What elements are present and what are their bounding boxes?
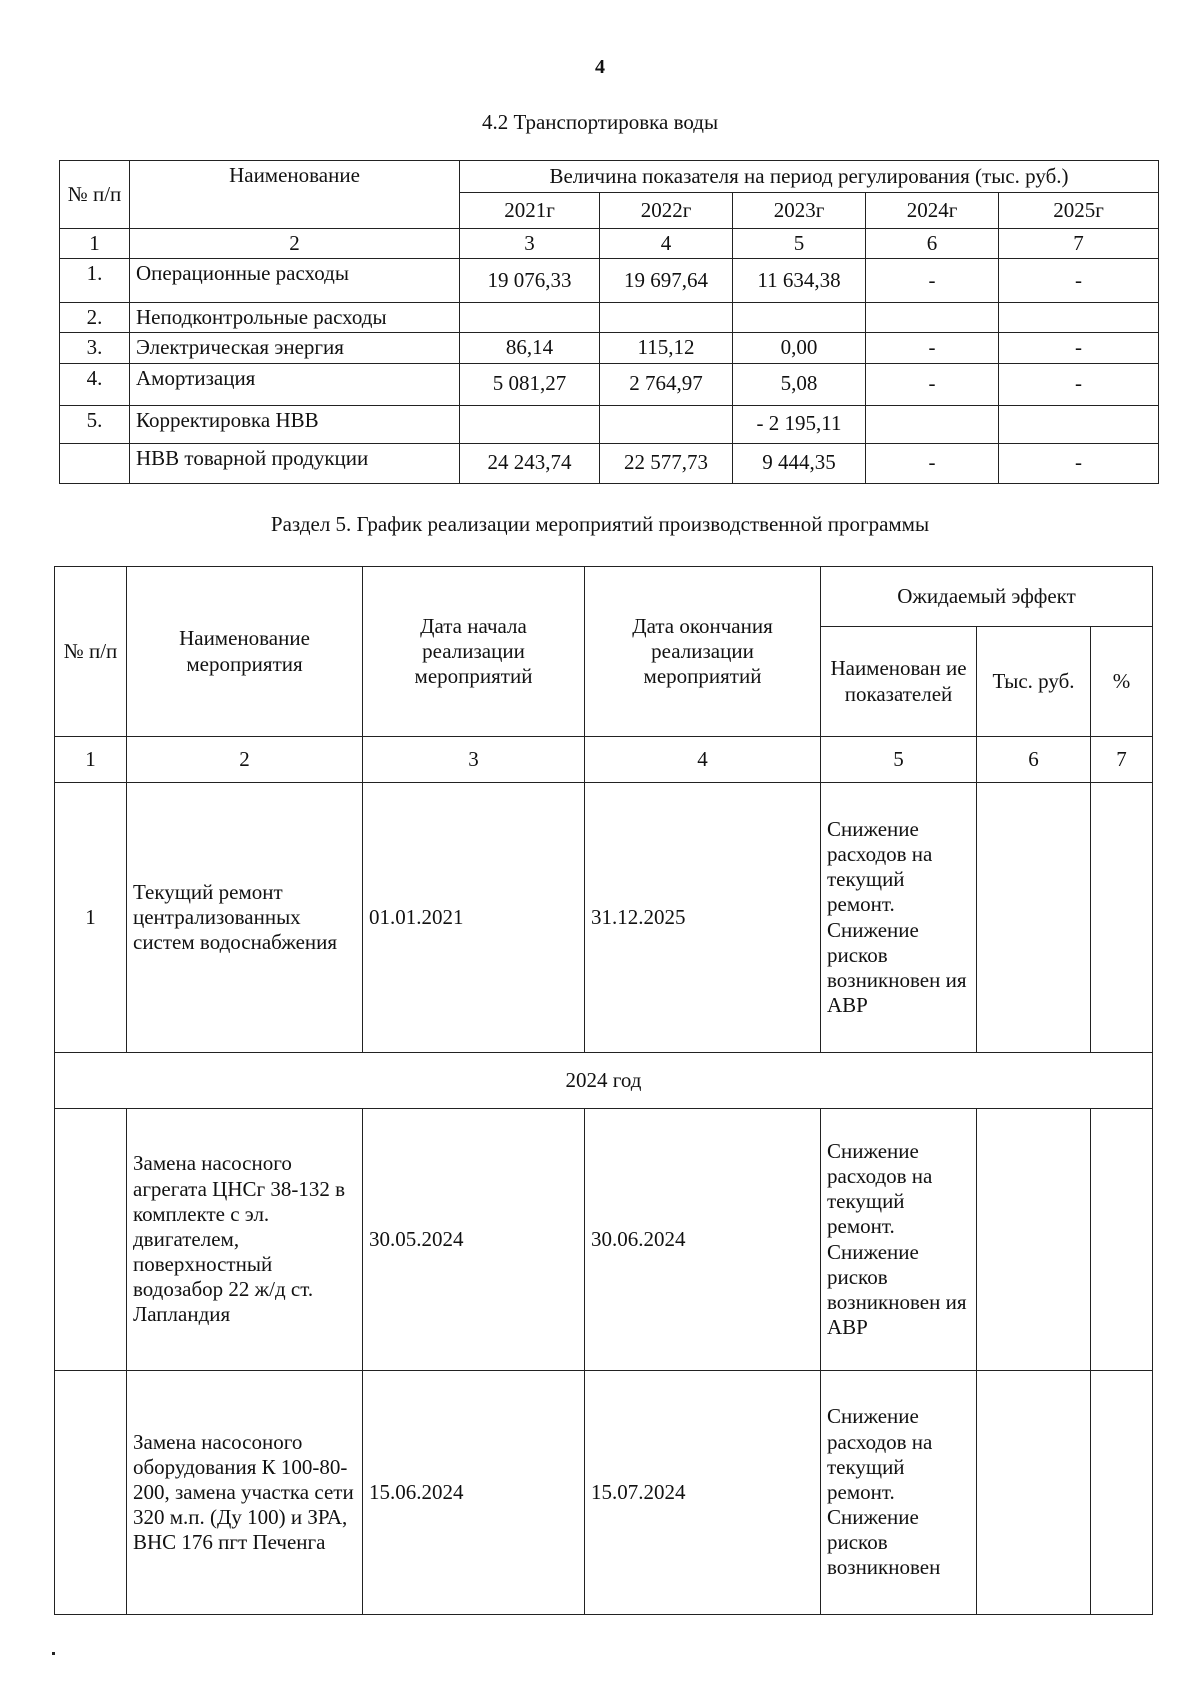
- header-year: 2022г: [600, 193, 733, 229]
- row-num: 4.: [60, 363, 130, 405]
- row-value: 0,00: [733, 333, 866, 363]
- row-value: -: [999, 443, 1159, 483]
- row-thousand-rub: [977, 783, 1091, 1053]
- row-value: -: [866, 333, 999, 363]
- header-name: Наименование мероприятия: [127, 567, 363, 737]
- header-start-date: Дата начала реализации мероприятий: [363, 567, 585, 737]
- section-5-title: Раздел 5. График реализации мероприятий производственной программы: [270, 512, 930, 536]
- table-row: [60, 333, 1159, 363]
- scan-speck: [52, 1652, 55, 1655]
- col-number: 3: [363, 737, 585, 783]
- row-value: 5,08: [733, 363, 866, 405]
- row-percent: [1091, 1371, 1153, 1615]
- row-value: 22 577,73: [600, 443, 733, 483]
- header-percent: %: [1091, 627, 1153, 737]
- row-value: - 2 195,11: [733, 405, 866, 443]
- row-name: Электрическая энергия: [130, 333, 460, 363]
- table-row: [60, 259, 1159, 303]
- row-value: 2 764,97: [600, 363, 733, 405]
- row-value: 9 444,35: [733, 443, 866, 483]
- row-value: [600, 405, 733, 443]
- row-num: 1: [55, 783, 127, 1053]
- table-row: [60, 405, 1159, 443]
- row-value: [866, 405, 999, 443]
- col-number: 6: [866, 229, 999, 259]
- row-end-date: 15.07.2024: [585, 1371, 821, 1615]
- row-effect: Снижение расходов на текущий ремонт. Снижение рисков возникновен: [821, 1371, 977, 1615]
- col-number: 2: [130, 229, 460, 259]
- row-name: Корректировка НВВ: [130, 405, 460, 443]
- row-name: Текущий ремонт централизованных систем водоснабжения: [127, 783, 363, 1053]
- column-number-row: [55, 737, 1153, 783]
- row-value: [999, 405, 1159, 443]
- header-thousand-rub: Тыс. руб.: [977, 627, 1091, 737]
- row-num: [60, 443, 130, 483]
- row-start-date: 30.05.2024: [363, 1109, 585, 1371]
- row-end-date: 30.06.2024: [585, 1109, 821, 1371]
- header-period-group: Величина показателя на период регулирования (тыс. руб.): [460, 161, 1159, 193]
- row-thousand-rub: [977, 1109, 1091, 1371]
- water-transport-table: [59, 160, 1159, 484]
- row-value: 19 697,64: [600, 259, 733, 303]
- row-value: 115,12: [600, 333, 733, 363]
- row-num: [55, 1371, 127, 1615]
- row-num: 1.: [60, 259, 130, 303]
- col-number: 7: [1091, 737, 1153, 783]
- row-name: Замена насосного агрегата ЦНСг 38-132 в комплекте с эл. двигателем, поверхностный водозабор 22 ж/д ст. Лапландия: [127, 1109, 363, 1371]
- table-row: [55, 783, 1153, 1053]
- row-start-date: 15.06.2024: [363, 1371, 585, 1615]
- col-number: 4: [600, 229, 733, 259]
- col-number: 1: [60, 229, 130, 259]
- row-percent: [1091, 783, 1153, 1053]
- row-value: [600, 303, 733, 333]
- header-year: 2021г: [460, 193, 600, 229]
- table-row: [60, 363, 1159, 405]
- header-num: № п/п: [60, 161, 130, 229]
- row-num: [55, 1109, 127, 1371]
- row-num: 2.: [60, 303, 130, 333]
- row-name: НВВ товарной продукции: [130, 443, 460, 483]
- header-year: 2023г: [733, 193, 866, 229]
- header-num: № п/п: [55, 567, 127, 737]
- header-indicator: Наименован ие показателей: [821, 627, 977, 737]
- header-end-date: Дата окончания реализации мероприятий: [585, 567, 821, 737]
- row-start-date: 01.01.2021: [363, 783, 585, 1053]
- col-number: 5: [821, 737, 977, 783]
- col-number: 4: [585, 737, 821, 783]
- year-divider-row: [55, 1053, 1153, 1109]
- col-number: 5: [733, 229, 866, 259]
- program-schedule-table: [54, 566, 1153, 1615]
- col-number: 6: [977, 737, 1091, 783]
- col-number: 7: [999, 229, 1159, 259]
- table-row: [55, 1109, 1153, 1371]
- row-value: -: [866, 443, 999, 483]
- row-end-date: 31.12.2025: [585, 783, 821, 1053]
- table-row: [60, 303, 1159, 333]
- row-value: 24 243,74: [460, 443, 600, 483]
- header-name: Наименование: [130, 161, 460, 229]
- row-value: [460, 303, 600, 333]
- row-value: 86,14: [460, 333, 600, 363]
- page-number: 4: [595, 56, 605, 78]
- header-year: 2024г: [866, 193, 999, 229]
- row-name: Операционные расходы: [130, 259, 460, 303]
- col-number: 3: [460, 229, 600, 259]
- row-value: 5 081,27: [460, 363, 600, 405]
- row-thousand-rub: [977, 1371, 1091, 1615]
- row-effect: Снижение расходов на текущий ремонт. Снижение рисков возникновен ия АВР: [821, 783, 977, 1053]
- row-value: -: [866, 363, 999, 405]
- column-number-row: [60, 229, 1159, 259]
- row-value: [866, 303, 999, 333]
- header-expected-effect: Ожидаемый эффект: [821, 567, 1153, 627]
- row-name: Неподконтрольные расходы: [130, 303, 460, 333]
- section-4-2-title: 4.2 Транспортировка воды: [481, 110, 719, 134]
- row-percent: [1091, 1109, 1153, 1371]
- col-number: 1: [55, 737, 127, 783]
- row-value: [999, 303, 1159, 333]
- year-label: 2024 год: [55, 1053, 1153, 1109]
- header-year: 2025г: [999, 193, 1159, 229]
- row-value: [460, 405, 600, 443]
- row-value: 11 634,38: [733, 259, 866, 303]
- col-number: 2: [127, 737, 363, 783]
- table-row: [55, 1371, 1153, 1615]
- row-num: 5.: [60, 405, 130, 443]
- row-name: Амортизация: [130, 363, 460, 405]
- table-row-total: [60, 443, 1159, 483]
- row-effect: Снижение расходов на текущий ремонт. Снижение рисков возникновен ия АВР: [821, 1109, 977, 1371]
- row-value: [733, 303, 866, 333]
- row-name: Замена насосоного оборудования К 100-80-200, замена участка сети 320 м.п. (Ду 100) и ЗРА, ВНС 176 пгт Печенга: [127, 1371, 363, 1615]
- row-value: -: [999, 333, 1159, 363]
- row-value: -: [999, 259, 1159, 303]
- row-value: -: [999, 363, 1159, 405]
- row-value: -: [866, 259, 999, 303]
- row-num: 3.: [60, 333, 130, 363]
- row-value: 19 076,33: [460, 259, 600, 303]
